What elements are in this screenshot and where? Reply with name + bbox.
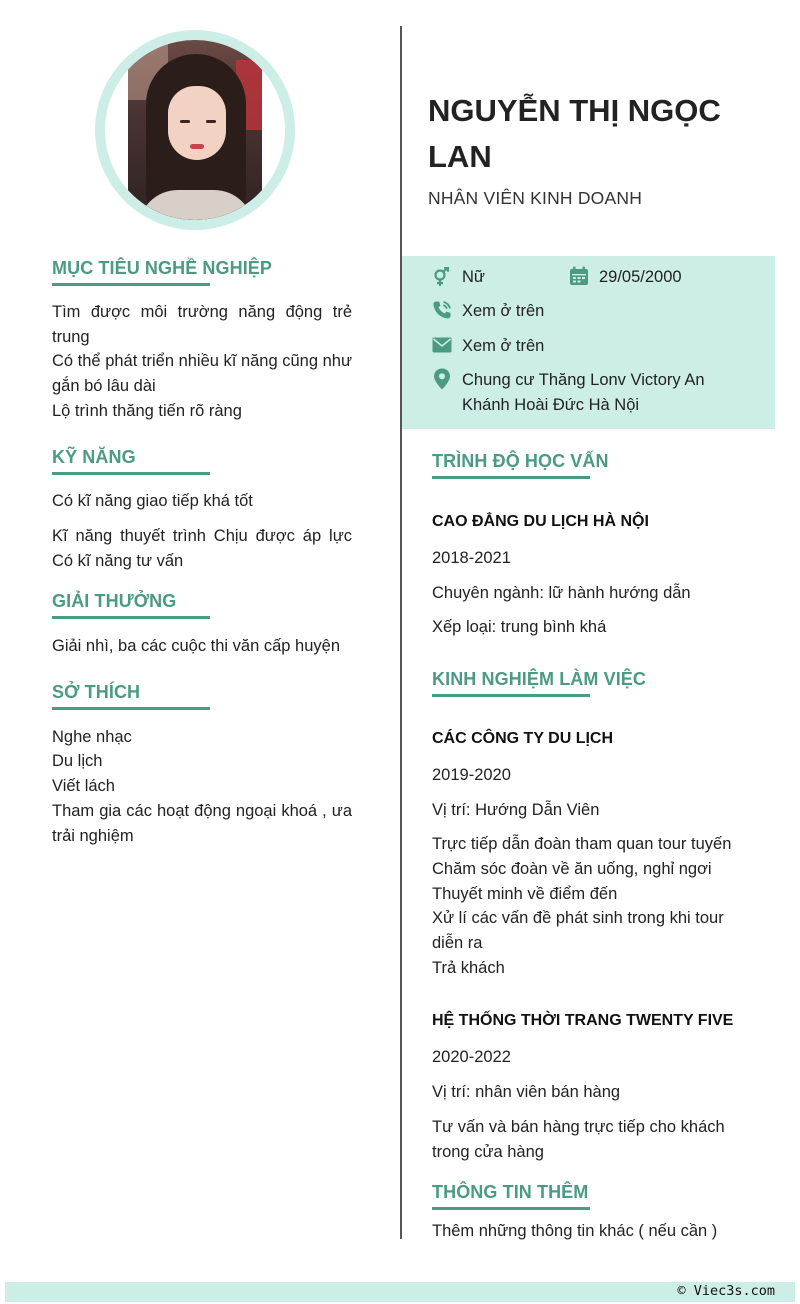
skills-title: KỸ NĂNG [52, 447, 136, 467]
hobby-item: Du lịch [52, 752, 103, 770]
hobby-item: Tham gia các hoạt động ngoại khoá , ưa trải nghiệm [52, 802, 352, 845]
candidate-job-title: NHÂN VIÊN KINH DOANH [428, 188, 643, 208]
candidate-name: NGUYỄN THỊ NGỌC LAN [428, 93, 721, 174]
job-position: Vị trí: Hướng Dẫn Viên [432, 801, 600, 819]
avatar [95, 30, 295, 230]
phone-icon [431, 299, 453, 321]
job-duty: Trả khách [432, 959, 505, 977]
job-duty: Tư vấn và bán hàng trực tiếp cho khách trong cửa hàng [432, 1118, 725, 1161]
additional-underline [432, 1207, 590, 1210]
phone-value: Xem ở trên [462, 302, 545, 320]
hobby-item: Nghe nhạc [52, 728, 132, 746]
gender-value: Nữ [462, 268, 485, 286]
education-school: CAO ĐẲNG DU LỊCH HÀ NỘI [432, 513, 649, 530]
hobbies-title: SỞ THÍCH [52, 682, 141, 702]
job-duty: Chăm sóc đoàn về ăn uống, nghỉ ngơi [432, 860, 712, 878]
calendar-icon [568, 265, 590, 287]
hobby-item: Viết lách [52, 777, 115, 795]
additional-title: THÔNG TIN THÊM [432, 1182, 589, 1202]
hobbies-underline [52, 707, 210, 710]
profile-photo [128, 40, 262, 220]
job-position: Vị trí: nhân viên bán hàng [432, 1083, 621, 1101]
column-divider [400, 26, 402, 1239]
job-duty: Thuyết minh về điểm đến [432, 885, 618, 903]
job-company: HỆ THỐNG THỜI TRANG TWENTY FIVE [432, 1012, 734, 1029]
objective-underline [52, 283, 210, 286]
footer-copyright: © Viec3s.com [677, 1283, 775, 1299]
skills-underline [52, 472, 210, 475]
education-grade: Xếp loại: trung bình khá [432, 618, 607, 636]
job-period: 2020-2022 [432, 1048, 511, 1066]
job-duty: Xử lí các vấn đề phát sinh trong khi tour diễn ra [432, 909, 724, 952]
award-item: Giải nhì, ba các cuộc thi văn cấp huyện [52, 637, 341, 655]
footer-bar [5, 1282, 795, 1302]
job-period: 2019-2020 [432, 766, 511, 784]
experience-title: KINH NGHIỆM LÀM VIỆC [432, 669, 647, 689]
job-company: CÁC CÔNG TY DU LỊCH [432, 730, 614, 747]
skill-item: Kĩ năng thuyết trình Chịu được áp lực Có kĩ năng tư vấn [52, 527, 352, 570]
avatar-photo-frame [105, 40, 285, 220]
education-period: 2018-2021 [432, 549, 511, 567]
email-icon [431, 334, 453, 356]
objective-line-2: Có thể phát triển nhiều kĩ năng cũng như gắn bó lâu dài [52, 352, 353, 395]
education-major: Chuyên ngành: lữ hành hướng dẫn [432, 584, 691, 602]
awards-title: GIẢI THƯỞNG [52, 591, 177, 611]
skill-item: Có kĩ năng giao tiếp khá tốt [52, 492, 253, 510]
birthday-value: 29/05/2000 [599, 268, 682, 286]
experience-underline [432, 694, 590, 697]
email-value: Xem ở trên [462, 337, 545, 355]
location-icon [431, 368, 453, 390]
education-underline [432, 476, 590, 479]
education-title: TRÌNH ĐỘ HỌC VẤN [432, 451, 609, 471]
objective-title: MỤC TIÊU NGHỀ NGHIỆP [52, 258, 273, 278]
objective-line-3: Lộ trình thăng tiến rõ ràng [52, 402, 242, 420]
awards-underline [52, 616, 210, 619]
gender-icon [431, 266, 453, 288]
job-duty: Trực tiếp dẫn đoàn tham quan tour tuyến [432, 835, 732, 853]
address-value: Chung cư Thăng Lonv Victory An Khánh Hoài Đức Hà Nội [462, 371, 705, 414]
objective-line-1: Tìm được môi trường năng động trẻ trung [52, 303, 352, 346]
additional-text: Thêm những thông tin khác ( nếu cần ) [432, 1222, 718, 1240]
